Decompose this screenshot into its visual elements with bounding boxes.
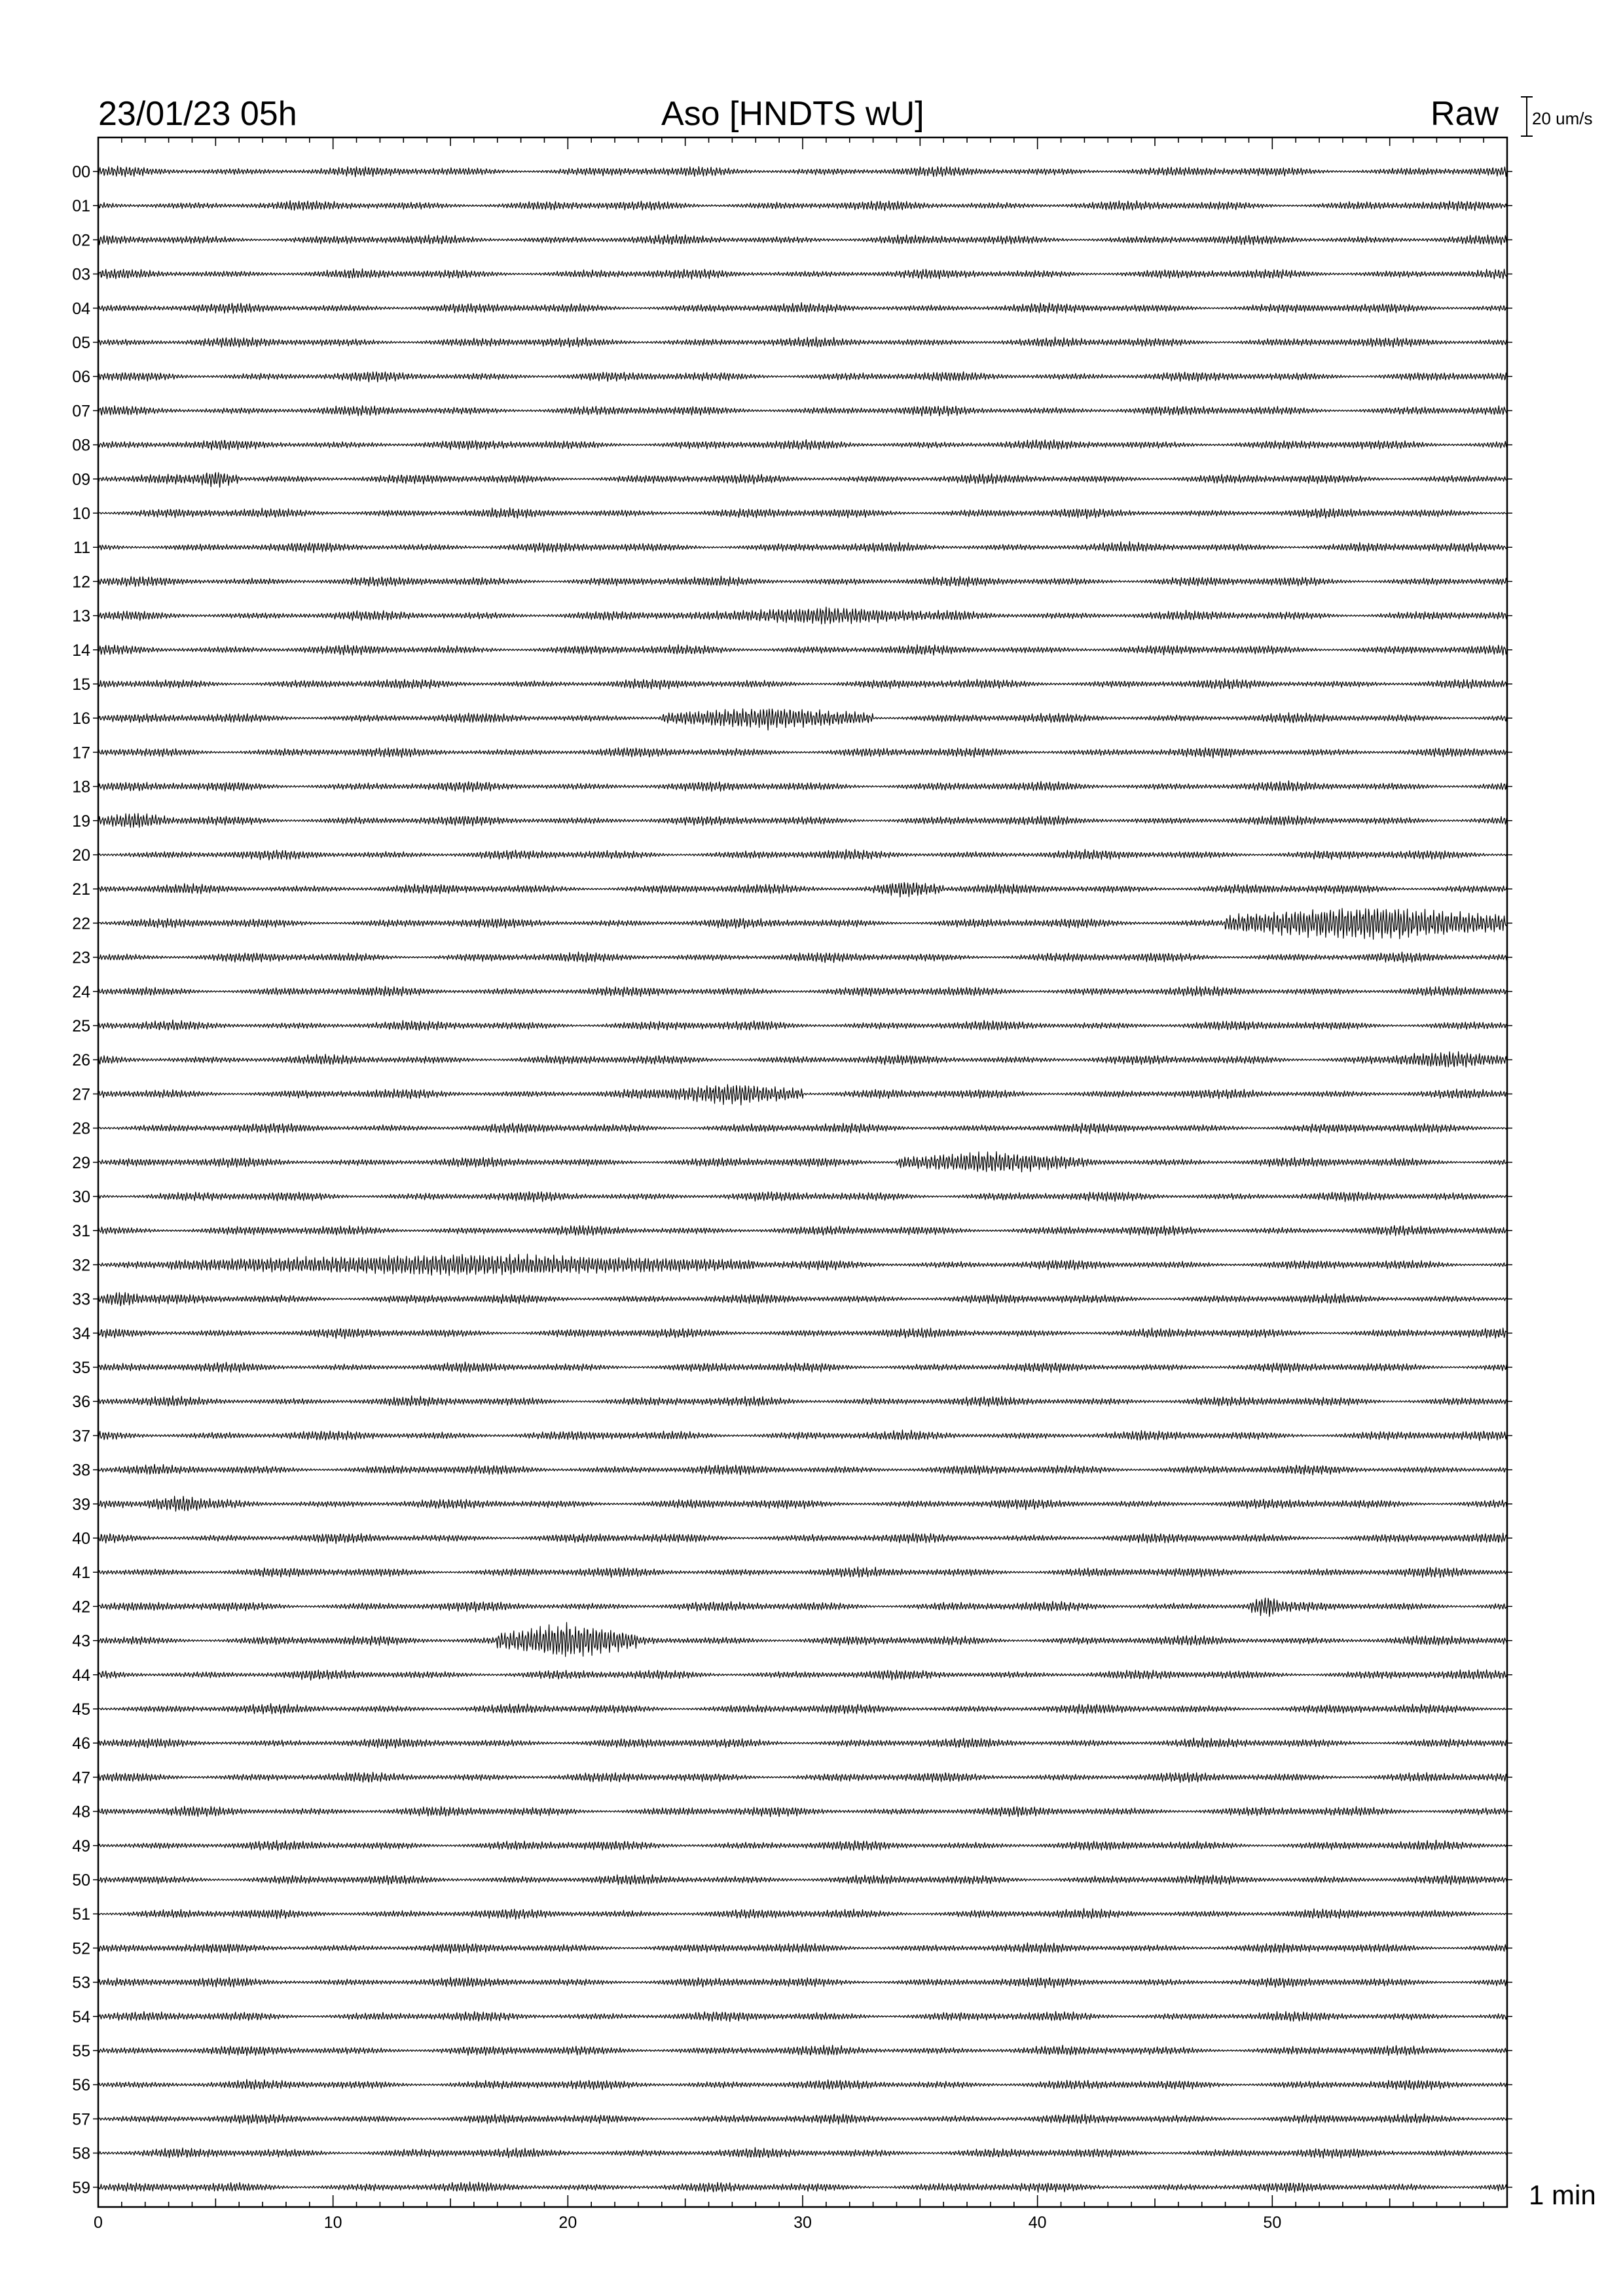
row-label-12: 12 [72, 573, 90, 592]
row-label-29: 29 [72, 1153, 90, 1172]
trace-row-15 [98, 679, 1507, 690]
trace-row-30 [98, 1192, 1507, 1202]
row-label-28: 28 [72, 1119, 90, 1138]
row-label-51: 51 [72, 1905, 90, 1924]
trace-row-35 [98, 1362, 1507, 1372]
row-label-42: 42 [72, 1598, 90, 1617]
row-label-01: 01 [72, 197, 90, 216]
trace-row-26 [98, 1052, 1507, 1067]
row-label-59: 59 [72, 2178, 90, 2197]
trace-row-47 [98, 1772, 1507, 1783]
trace-row-10 [98, 508, 1507, 519]
trace-row-00 [98, 166, 1507, 177]
trace-row-23 [98, 952, 1507, 962]
scale-bar-label: 20 um/s [1532, 109, 1593, 128]
trace-row-48 [98, 1806, 1507, 1817]
row-label-43: 43 [72, 1632, 90, 1651]
row-label-58: 58 [72, 2144, 90, 2163]
row-label-48: 48 [72, 1803, 90, 1821]
trace-row-13 [98, 607, 1507, 624]
trace-row-02 [98, 235, 1507, 245]
trace-row-09 [98, 473, 1507, 487]
row-label-03: 03 [72, 265, 90, 284]
trace-row-05 [98, 337, 1507, 348]
trace-row-59 [98, 2182, 1507, 2193]
trace-row-03 [98, 269, 1507, 279]
trace-row-55 [98, 2045, 1507, 2056]
row-label-08: 08 [72, 436, 90, 455]
trace-row-27 [98, 1085, 1507, 1105]
row-label-17: 17 [72, 744, 90, 762]
header-date-hour: 23/01/23 05h [98, 95, 297, 133]
row-label-47: 47 [72, 1768, 90, 1787]
row-label-25: 25 [72, 1017, 90, 1035]
row-label-49: 49 [72, 1837, 90, 1856]
trace-row-08 [98, 440, 1507, 450]
row-label-46: 46 [72, 1734, 90, 1753]
row-label-04: 04 [72, 299, 90, 318]
row-label-38: 38 [72, 1461, 90, 1480]
header-station: Aso [HNDTS wU] [661, 95, 924, 133]
trace-row-50 [98, 1874, 1507, 1884]
row-label-24: 24 [72, 982, 90, 1001]
row-label-23: 23 [72, 948, 90, 967]
trace-row-01 [98, 201, 1507, 211]
trace-row-38 [98, 1464, 1507, 1475]
trace-row-58 [98, 2147, 1507, 2158]
x-tick-label: 30 [793, 2214, 812, 2232]
trace-row-42 [98, 1598, 1507, 1617]
row-label-16: 16 [72, 709, 90, 728]
trace-row-41 [98, 1567, 1507, 1577]
row-label-26: 26 [72, 1051, 90, 1070]
row-label-19: 19 [72, 812, 90, 831]
row-label-52: 52 [72, 1939, 90, 1958]
trace-row-16 [98, 709, 1507, 730]
row-label-18: 18 [72, 778, 90, 797]
row-label-53: 53 [72, 1973, 90, 1992]
trace-row-32 [98, 1254, 1507, 1276]
trace-row-33 [98, 1293, 1507, 1306]
trace-row-36 [98, 1396, 1507, 1407]
trace-row-25 [98, 1020, 1507, 1030]
trace-row-46 [98, 1738, 1507, 1748]
row-label-50: 50 [72, 1871, 90, 1890]
x-tick-label: 10 [323, 2214, 342, 2232]
trace-row-12 [98, 576, 1507, 586]
row-label-00: 00 [72, 163, 90, 181]
trace-row-14 [98, 645, 1507, 655]
row-label-34: 34 [72, 1324, 90, 1343]
row-label-44: 44 [72, 1666, 90, 1685]
row-label-41: 41 [72, 1564, 90, 1583]
trace-row-39 [98, 1496, 1507, 1511]
trace-row-19 [98, 814, 1507, 827]
row-label-15: 15 [72, 675, 90, 694]
plot-frame [98, 137, 1507, 2207]
row-label-35: 35 [72, 1359, 90, 1377]
trace-row-54 [98, 2011, 1507, 2022]
trace-row-04 [98, 302, 1507, 314]
trace-row-44 [98, 1670, 1507, 1680]
trace-row-56 [98, 2079, 1507, 2090]
row-label-30: 30 [72, 1188, 90, 1206]
row-label-40: 40 [72, 1530, 90, 1548]
row-label-37: 37 [72, 1427, 90, 1446]
trace-row-11 [98, 541, 1507, 552]
trace-row-22 [98, 908, 1507, 939]
row-label-57: 57 [72, 2110, 90, 2129]
row-label-36: 36 [72, 1393, 90, 1412]
row-label-56: 56 [72, 2076, 90, 2095]
trace-row-07 [98, 406, 1507, 416]
trace-row-40 [98, 1533, 1507, 1543]
trace-row-53 [98, 1977, 1507, 1988]
x-tick-label: 0 [94, 2214, 103, 2232]
trace-row-37 [98, 1430, 1507, 1441]
row-label-33: 33 [72, 1290, 90, 1309]
trace-row-34 [98, 1328, 1507, 1338]
trace-row-49 [98, 1840, 1507, 1850]
header-mode: Raw [1431, 95, 1499, 133]
x-tick-label: 50 [1263, 2214, 1282, 2232]
trace-row-24 [98, 986, 1507, 997]
trace-row-29 [98, 1152, 1507, 1172]
row-label-06: 06 [72, 368, 90, 387]
row-label-54: 54 [72, 2007, 90, 2026]
row-label-02: 02 [72, 231, 90, 250]
x-axis-unit-label: 1 min [1529, 2179, 1596, 2210]
trace-row-52 [98, 1943, 1507, 1953]
trace-row-31 [98, 1226, 1507, 1236]
row-label-14: 14 [72, 641, 90, 660]
row-label-31: 31 [72, 1222, 90, 1241]
x-tick-label: 40 [1028, 2214, 1047, 2232]
trace-row-21 [98, 882, 1507, 897]
row-label-13: 13 [72, 607, 90, 626]
trace-row-06 [98, 372, 1507, 382]
trace-row-45 [98, 1704, 1507, 1714]
row-label-32: 32 [72, 1256, 90, 1275]
trace-row-43 [98, 1623, 1507, 1657]
row-label-20: 20 [72, 846, 90, 865]
row-label-39: 39 [72, 1495, 90, 1514]
trace-row-51 [98, 1909, 1507, 1919]
row-label-55: 55 [72, 2042, 90, 2060]
x-tick-label: 20 [558, 2214, 577, 2232]
row-label-45: 45 [72, 1700, 90, 1719]
row-label-10: 10 [72, 505, 90, 523]
trace-row-57 [98, 2114, 1507, 2125]
row-label-09: 09 [72, 470, 90, 489]
row-label-22: 22 [72, 914, 90, 933]
trace-row-17 [98, 747, 1507, 758]
trace-row-20 [98, 850, 1507, 860]
row-label-27: 27 [72, 1085, 90, 1104]
row-label-07: 07 [72, 402, 90, 421]
row-label-05: 05 [72, 334, 90, 352]
row-label-21: 21 [72, 880, 90, 899]
row-label-11: 11 [73, 539, 90, 558]
trace-row-28 [98, 1123, 1507, 1134]
trace-row-18 [98, 781, 1507, 792]
